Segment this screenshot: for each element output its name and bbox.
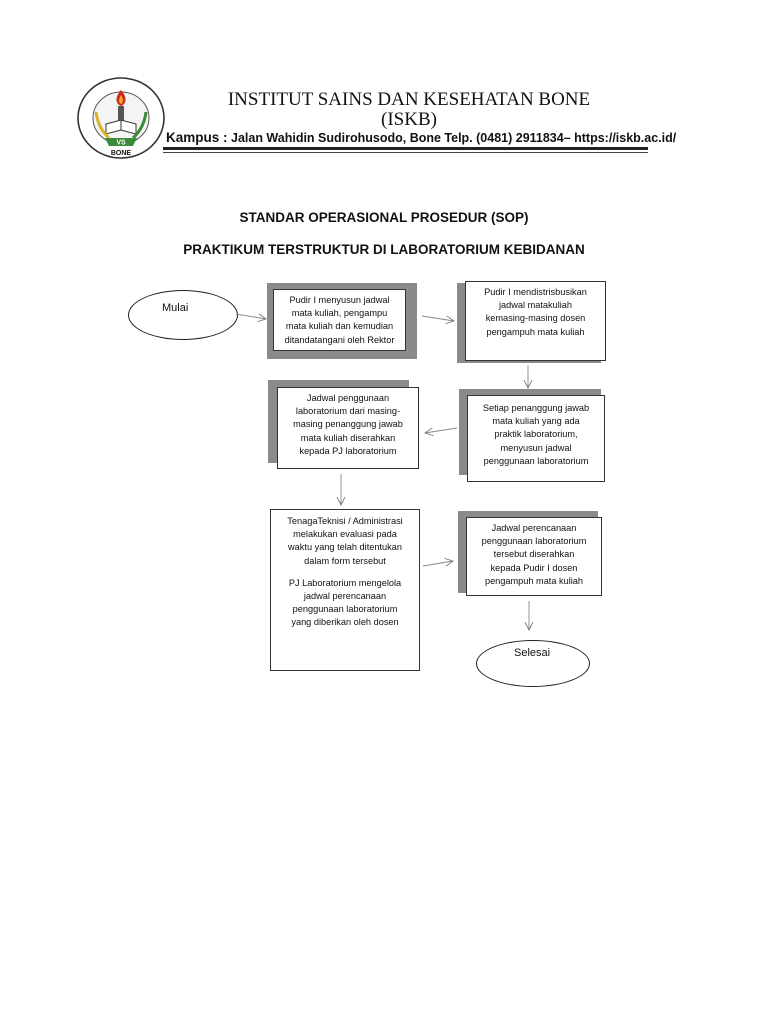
step5b-line: jadwal perencanaan <box>303 591 387 602</box>
sop-title: STANDAR OPERASIONAL PROSEDUR (SOP) <box>239 210 529 225</box>
sop-subtitle: PRAKTIKUM TERSTRUKTUR DI LABORATORIUM KEBIDANAN <box>183 242 585 257</box>
step4-line: masing penanggung jawab <box>293 419 403 430</box>
step1-line: Pudir I menyusun jadwal <box>289 295 390 305</box>
arrow-start-to-step1 <box>236 314 266 319</box>
step4-line: mata kuliah diserahkan <box>300 432 396 443</box>
step3-line: praktik laboratorium, <box>494 429 578 440</box>
step1-line: mata kuliah, pengampu <box>291 308 388 319</box>
logo-bottom-text: BONE <box>110 150 132 157</box>
arrow-step5-to-step6 <box>423 561 453 566</box>
address-label: Kampus : <box>166 130 228 145</box>
step2-line: jadwal matakuliah <box>498 300 573 311</box>
step3-line: mata kuliah yang ada <box>492 416 580 427</box>
step4-line: Jadwal penggunaan <box>306 393 390 403</box>
step5a-line: TenagaTeknisi / Administrasi <box>287 516 403 526</box>
step6-line: Jadwal perencanaan <box>491 523 577 533</box>
step5a-line: melakukan evaluasi pada <box>293 529 397 540</box>
arrow-step1-to-step2 <box>422 316 454 321</box>
step6-line: tersebut diserahkan <box>493 549 575 560</box>
step5b-line: PJ Laboratorium mengelola <box>288 577 402 588</box>
step3-line: penggunaan laboratorium <box>483 455 589 466</box>
start-label: Mulai <box>162 302 189 314</box>
step3-line: menyusun jadwal <box>500 442 572 453</box>
step1-line: ditandatangani oleh Rektor <box>284 334 395 345</box>
step2-line: Pudir I mendistrisbusikan <box>484 287 587 297</box>
institution-name: INSTITUT SAINS DAN KESEHATAN BONE <box>227 89 591 110</box>
step1-line: mata kuliah dan kemudian <box>285 321 394 332</box>
address-text: Jalan Wahidin Sudirohusodo, Bone Telp. (0481) 2911834– https://iskb.ac.id/ <box>227 131 677 145</box>
step6-line: kepada Pudir I dosen <box>490 562 578 573</box>
step4-line: laboratorium dari masing- <box>295 406 401 417</box>
step5a-line: dalam form tersebut <box>304 555 386 566</box>
step6-line: pengampuh mata kuliah <box>484 575 584 586</box>
step2-line: pengampuh mata kuliah <box>486 326 585 337</box>
step5b-line: yang diberikan oleh dosen <box>291 617 399 628</box>
arrow-step3-to-step4 <box>425 428 457 433</box>
institution-abbr: (ISKB) <box>381 109 437 130</box>
logo-ribbon-text: VS <box>116 139 126 147</box>
step4-line: kepada PJ laboratorium <box>299 445 397 456</box>
step5b-line: penggunaan laboratorium <box>292 604 398 615</box>
end-label: Selesai <box>514 647 551 659</box>
step3-line: Setiap penanggung jawab <box>482 403 590 413</box>
step2-line: kemasing-masing dosen <box>485 313 586 324</box>
step5a-line: waktu yang telah ditentukan <box>288 542 402 553</box>
step6-line: penggunaan laboratorium <box>481 536 587 547</box>
